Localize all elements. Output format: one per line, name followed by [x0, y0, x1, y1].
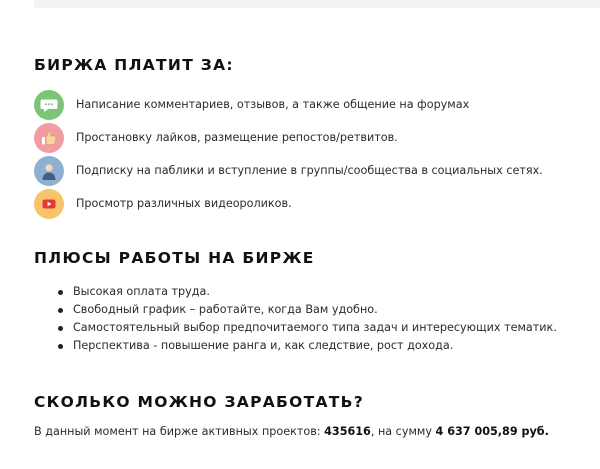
list-item: [58, 301, 557, 319]
pays-item-label: Подписку на паблики и вступление в группы/сообщества в социальных сетях.: [76, 164, 543, 177]
pays-item-likes: [34, 121, 543, 154]
earnings-prefix: В данный момент на бирже активных проектов:: [34, 425, 325, 438]
heading-exchange-pays-for: БИРЖА ПЛАТИТ ЗА:: [34, 56, 234, 74]
list-item: [58, 283, 557, 301]
pays-item-comments: [34, 88, 543, 121]
list-item-text: Свободный график – работайте, когда Вам удобно.: [73, 303, 378, 316]
advantages-list: [58, 283, 557, 355]
pays-item-label: Простановку лайков, размещение репостов/ретвитов.: [76, 131, 398, 144]
list-item-text: Перспектива - повышение ранга и, как следствие, рост дохода.: [73, 339, 454, 352]
list-item: [58, 319, 557, 337]
bullet-dot: [58, 290, 63, 295]
list-item: [58, 337, 557, 355]
heading-exchange-advantages: ПЛЮСЫ РАБОТЫ НА БИРЖЕ: [34, 249, 315, 267]
list-item-text: Высокая оплата труда.: [73, 285, 210, 298]
list-item-text: Самостоятельный выбор предпочитаемого типа задач и интересующих тематик.: [73, 321, 557, 334]
pays-item-subscriptions: [34, 154, 543, 187]
top-divider-band: [34, 0, 600, 8]
active-projects-count: 435616: [324, 425, 371, 438]
user-icon: [34, 156, 64, 186]
pays-for-list: [34, 88, 543, 220]
heading-how-much-to-earn: СКОЛЬКО МОЖНО ЗАРАБОТАТЬ?: [34, 393, 365, 411]
earnings-statement: [34, 425, 549, 438]
total-amount: 4 637 005,89 руб.: [435, 425, 549, 438]
bullet-dot: [58, 308, 63, 313]
pays-item-label: Просмотр различных видеороликов.: [76, 197, 292, 210]
pays-item-videos: [34, 187, 543, 220]
pays-item-label: Написание комментариев, отзывов, а также общение на форумах: [76, 98, 470, 111]
earnings-middle: , на сумму: [370, 425, 436, 438]
chat-bubble-icon: [34, 90, 64, 120]
bullet-dot: [58, 326, 63, 331]
thumbs-up-icon: [34, 123, 64, 153]
youtube-play-icon: [34, 189, 64, 219]
bullet-dot: [58, 344, 63, 349]
